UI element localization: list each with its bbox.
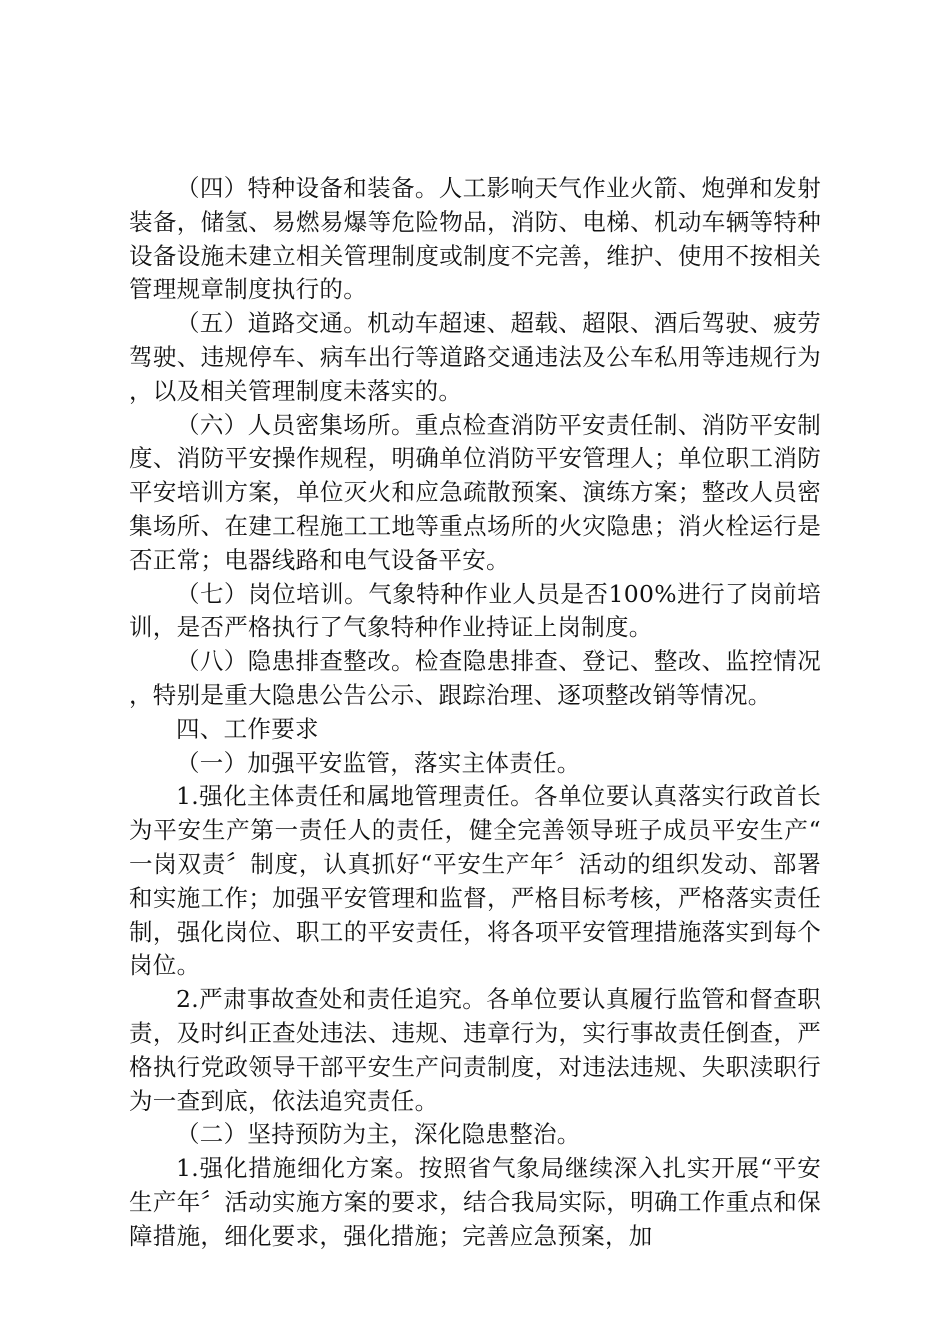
- subheading-prevention-first: （二）坚持预防为主，深化隐患整治。: [176, 1120, 581, 1149]
- paragraph-special-equipment: （四）特种设备和装备。人工影响天气作业火箭、炮弹和发射装备，储氢、易燃易爆等危险物品，消防、电梯、机动车辆等特种设备设施未建立相关管理制度或制度不完善，维护、使用不按相关管理规章制度执行的。: [129, 174, 821, 304]
- paragraph-main-responsibility: 1.强化主体责任和属地管理责任。各单位要认真落实行政首长为平安生产第一责任人的责任，健全完善领导班子成员平安生产“一岗双责〞制度，认真抓好“平安生产年〞活动的组织发动、部署和实施工作；加强平安管理和监督，严格目标考核，严格落实责任制，强化岗位、职工的平安责任，将各项平安管理措施落实到每个岗位。: [129, 782, 821, 980]
- document-body: [129, 172, 821, 1254]
- paragraph-crowded-places: （六）人员密集场所。重点检查消防平安责任制、消防平安制度、消防平安操作规程，明确单位消防平安管理人；单位职工消防平安培训方案，单位灭火和应急疏散预案、演练方案；整改人员密集场所、在建工程施工工地等重点场所的火灾隐患；消火栓运行是否正常；电器线路和电气设备平安。: [129, 410, 821, 574]
- paragraph-road-traffic: （五）道路交通。机动车超速、超载、超限、酒后驾驶、疲劳驾驶、违规停车、病车出行等道路交通违法及公车私用等违规行为，以及相关管理制度未落实的。: [129, 309, 821, 405]
- paragraph-job-training: （七）岗位培训。气象特种作业人员是否100%进行了岗前培训，是否严格执行了气象特种作业持证上岗制度。: [129, 579, 821, 642]
- paragraph-hazard-rectification: （八）隐患排查整改。检查隐患排查、登记、整改、监控情况，特别是重大隐患公告公示、跟踪治理、逐项整改销等情况。: [129, 647, 821, 709]
- subheading-strengthen-supervision: （一）加强平安监管，落实主体责任。: [176, 748, 581, 777]
- paragraph-accident-investigation: 2.严肃事故查处和责任追究。各单位要认真履行监管和督查职责，及时纠正查处违法、违规、违章行为，实行事故责任倒查，严格执行党政领导干部平安生产问责制度，对违法违规、失职渎职行为一查到底，依法追究责任。: [129, 985, 821, 1115]
- paragraph-detailed-measures: 1.强化措施细化方案。按照省气象局继续深入扎实开展“平安生产年〞活动实施方案的要求，结合我局实际，明确工作重点和保障措施，细化要求，强化措施；完善应急预案，加: [129, 1154, 821, 1250]
- section-heading-work-requirements: 四、工作要求: [176, 714, 319, 743]
